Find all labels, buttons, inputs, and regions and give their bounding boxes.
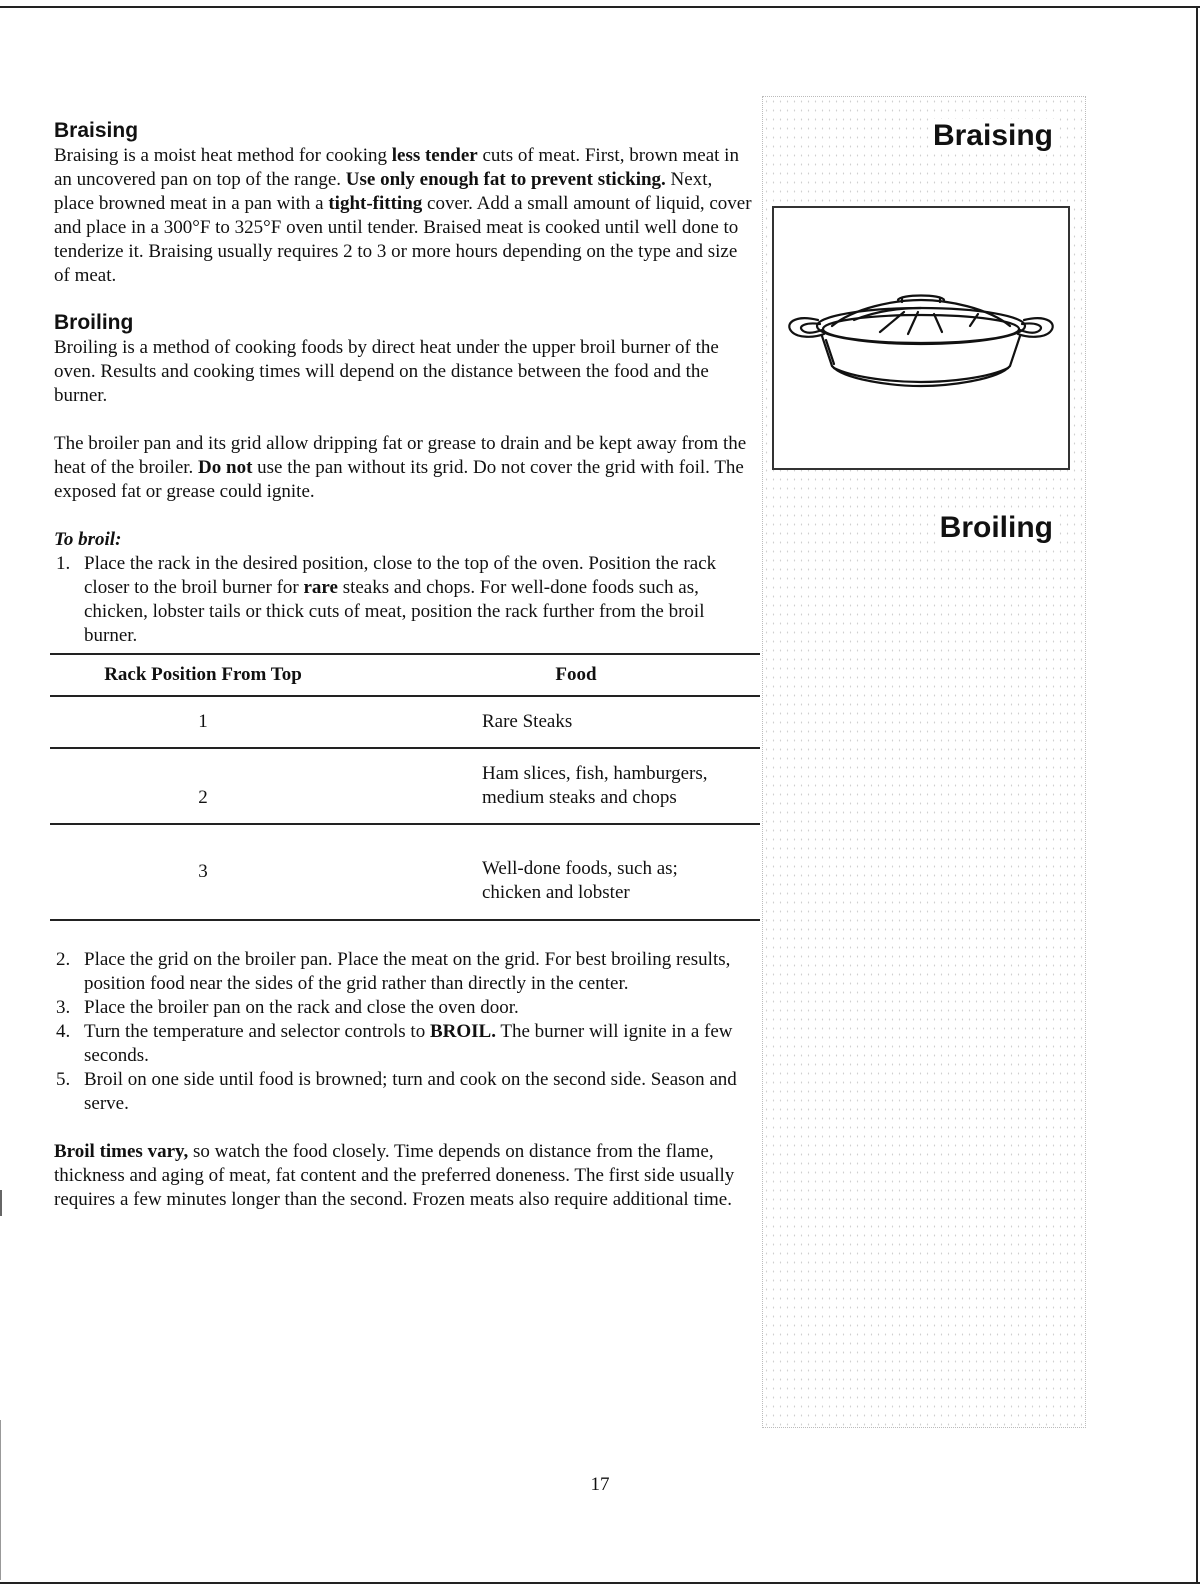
step-5-text: Broil on one side until food is browned; turn and cook on the second side. Season and serve. [84,1069,737,1114]
broiling-paragraph-1: Broiling is a method of cooking foods by direct heat under the upper broil burner of the oven. Results and cooking times will depend on the distance between the food and the burner. [54,337,719,406]
table-header-row [50,655,760,695]
braising-bold-3: tight-fitting [328,193,423,214]
table-row [50,825,760,919]
food-line-1: Well-done foods, such as; [482,858,678,879]
step-3-text: Place the broiler pan on the rack and close the oven door. [84,997,519,1018]
rack-position-table [50,653,760,921]
step-2-text: Place the grid on the broiler pan. Place the meat on the grid. For best broiling results, position food near the sides of the grid rather than directly in the center. [84,949,731,994]
page-number: 17 [590,1474,610,1495]
table-row [50,749,760,823]
bottom-border [0,1582,1200,1584]
food-cell [356,710,760,734]
step-4-number: 4. [56,1021,71,1042]
food-cell [356,762,760,810]
step-1-text-a: Place the rack in the desired position, close to the top of the oven. Position the rack closer to the broil burner for [84,553,717,598]
food-line-1: Ham slices, fish, hamburgers, [482,763,708,784]
step-4-text-a: Turn the temperature and selector controls to [84,1021,430,1042]
braising-paragraph [54,144,754,288]
broil-steps-list-1 [54,552,754,648]
right-border [1196,6,1198,1582]
broil-steps-list-2 [54,948,754,1116]
rack-position-cell: 1 [198,711,208,732]
broil-step-2 [54,948,754,996]
sidebar-title-broiling: Broiling [936,511,1057,545]
braising-text-2: cuts of meat. First, brown meat in an uncovered pan on top of the range. [54,145,739,190]
rack-position-cell: 2 [198,787,208,808]
scan-edge-mark [0,1420,1,1580]
broil-times-bold: Broil times vary, [54,1141,189,1162]
column-header-rack-position: Rack Position From Top [104,664,302,685]
food-line-1: Rare Steaks [482,711,573,732]
rack-position-cell: 3 [198,861,208,882]
step-4-text-c: The burner will ignite in a few seconds. [84,1021,733,1066]
table-row [50,697,760,747]
braising-text-3: Next, place browned meat in a pan with a [54,169,713,214]
food-line-2: chicken and lobster [482,882,630,903]
broiling-p2-text-c: use the pan without its grid. Do not cover the grid with foil. The exposed fat or grease could ignite. [54,457,744,502]
broil-steps-continued [54,948,754,1212]
broil-step-3 [54,996,754,1020]
step-1-text-c: steaks and chops. For well-done foods such as, chicken, lobster tails or thick cuts of meat, position the rack further from the broil burner. [84,577,705,646]
top-border [0,6,1200,8]
step-5-number: 5. [56,1069,71,1090]
step-2-number: 2. [56,949,71,970]
braising-pan-illustration [772,206,1070,470]
step-3-number: 3. [56,997,71,1018]
broil-times-note [54,1140,754,1212]
braising-heading: Braising [54,119,139,142]
column-header-food: Food [555,664,597,685]
main-column [54,118,754,648]
braising-bold-1: less tender [391,145,478,166]
broiling-p2-bold: Do not [198,457,253,478]
scan-edge-mark [0,1190,2,1216]
step-1-bold: rare [303,577,338,598]
broil-step-1 [54,552,754,648]
broiling-paragraph-2 [54,432,754,504]
to-broil-label: To broil: [54,529,122,550]
broil-times-text: so watch the food closely. Time depends on distance from the flame, thickness and aging of meat, fat content and the preferred doneness. The first side usually requires a few minutes longer than the second. Frozen meats also require additional time. [54,1141,735,1210]
step-1-number: 1. [56,553,71,574]
broil-step-5 [54,1068,754,1116]
broil-step-4 [54,1020,754,1068]
braising-text-4: cover. Add a small amount of liquid, cover and place in a 300°F to 325°F oven until tender. Braised meat is cooked until well done to tenderize it. Braising usually requires 2 to 3 or more hours depending on the type and size of meat. [54,193,752,286]
broiling-p2-text-a: The broiler pan and its grid allow dripping fat or grease to drain and be kept away from the heat of the broiler. [54,433,747,478]
sidebar-title-braising: Braising [929,119,1057,153]
food-line-2: medium steaks and chops [482,787,677,808]
food-cell [356,839,760,905]
broiling-heading: Broiling [54,311,134,334]
braising-bold-2: Use only enough fat to prevent sticking. [345,169,666,190]
step-4-bold: BROIL. [429,1021,496,1042]
covered-pan-icon [774,208,1068,468]
braising-text-1: Braising is a moist heat method for cooking [54,145,392,166]
